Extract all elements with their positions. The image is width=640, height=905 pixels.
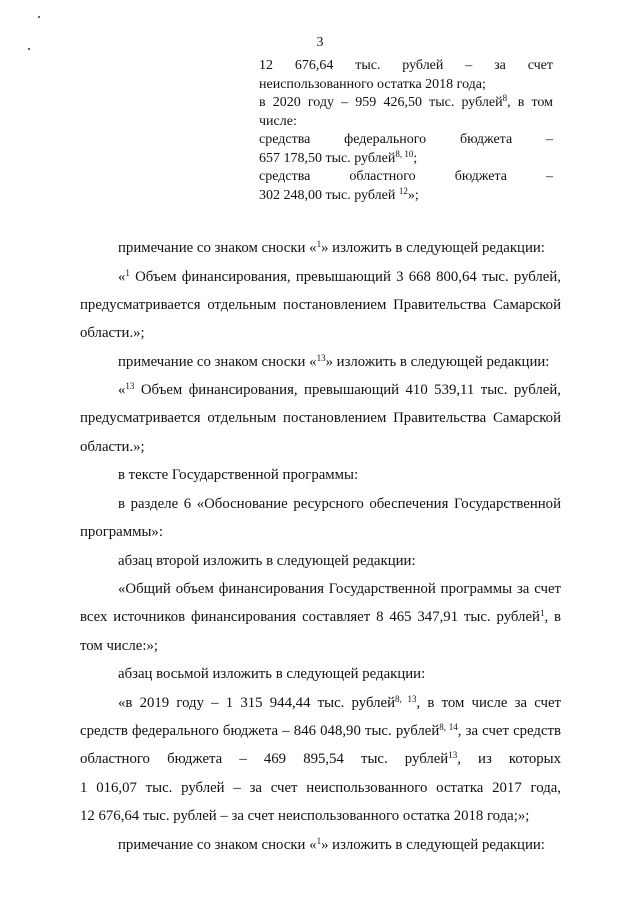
paragraph-line: в разделе 6 «Обоснование ресурсного обеспечения Государственной [118,496,561,512]
column-line: 12 676,64 тыс. рублей – за счет [259,58,553,73]
footnote-ref: 8, 14 [439,722,458,732]
footnote-ref: 1 [316,239,322,249]
column-line: в 2020 году – 959 426,50 тыс. рублей$^8$, в том [259,93,554,110]
footnote-ref: 1 [125,268,130,278]
footnote-ref: 13 [125,381,135,391]
paragraph-line: программы»: [80,524,163,540]
paragraph-line: 1 016,07 тыс. рублей – за счет неиспользованного остатка 2017 года, [80,780,561,796]
column-line: 657 178,50 тыс. рублей$^{8, 10}$; [259,148,418,166]
paragraph-line: предусматривается отдельным постановлением Правительства Самарской [80,297,561,313]
paragraph-line: примечание со знаком сноски «$^{13}$» изложить в следующей редакции: [118,353,550,370]
column-line: неиспользованного остатка 2018 года; [259,76,486,92]
scan-speck [38,16,40,18]
footnote-ref: 8 [502,93,508,103]
paragraph-line: примечание со знаком сноски «$^1$» изложить в следующей редакции: [118,239,545,256]
paragraph-line: «$^1$ Объем финансирования, превышающий 3 668 800,64 тыс. рублей, [118,268,561,285]
footnote-ref: 1 [539,608,545,618]
paragraph-line: области.»; [80,439,145,455]
column-line: средства федерального бюджета – [259,132,553,147]
paragraph-line: абзац восьмой изложить в следующей редакции: [118,666,426,682]
paragraph-line: «Общий объем финансирования Государственной программы за счет [118,581,561,597]
funding-column [259,57,553,205]
column-line: 302 248,00 тыс. рублей $^{12}$»; [259,185,419,203]
paragraph-line: 12 676,64 тыс. рублей – за счет неиспользованного остатка 2018 года;»; [80,808,530,824]
paragraph-line: всех источников финансирования составляет 8 465 347,91 тыс. рублей$^1$, в [80,608,561,625]
footnote-ref: 12 [398,185,408,196]
paragraph-line: предусматривается отдельным постановлением Правительства Самарской [80,410,561,426]
footnote-ref: 1 [316,836,322,846]
footnote-ref: 8, 13 [395,694,417,704]
paragraph-line: области.»; [80,325,145,341]
paragraph-line: в тексте Государственной программы: [118,467,359,483]
paragraph-line: примечание со знаком сноски «$^1$» изложить в следующей редакции: [118,836,545,853]
paragraph-line: средств федерального бюджета – 846 048,90 тыс. рублей$^{8, 14}$, за счет средств [80,722,561,739]
paragraph-line: абзац второй изложить в следующей редакции: [118,553,416,569]
footnote-ref: 8, 10 [395,148,414,159]
paragraph-line: том числе:»; [80,638,158,654]
footnote-ref: 13 [316,353,326,363]
column-line: числе: [259,113,297,129]
paragraph-line: областного бюджета – 469 895,54 тыс. рублей$^{13}$, из которых [80,750,561,767]
footnote-ref: 13 [448,750,458,760]
page-number: 3 [316,35,324,50]
paragraph-line: «$^{13}$ Объем финансирования, превышающий 410 539,11 тыс. рублей, [118,381,561,398]
paragraph-line: «в 2019 году – 1 315 944,44 тыс. рублей$^{8, 13}$, в том числе за счет [118,694,562,711]
column-line: средства областного бюджета – [259,169,553,184]
